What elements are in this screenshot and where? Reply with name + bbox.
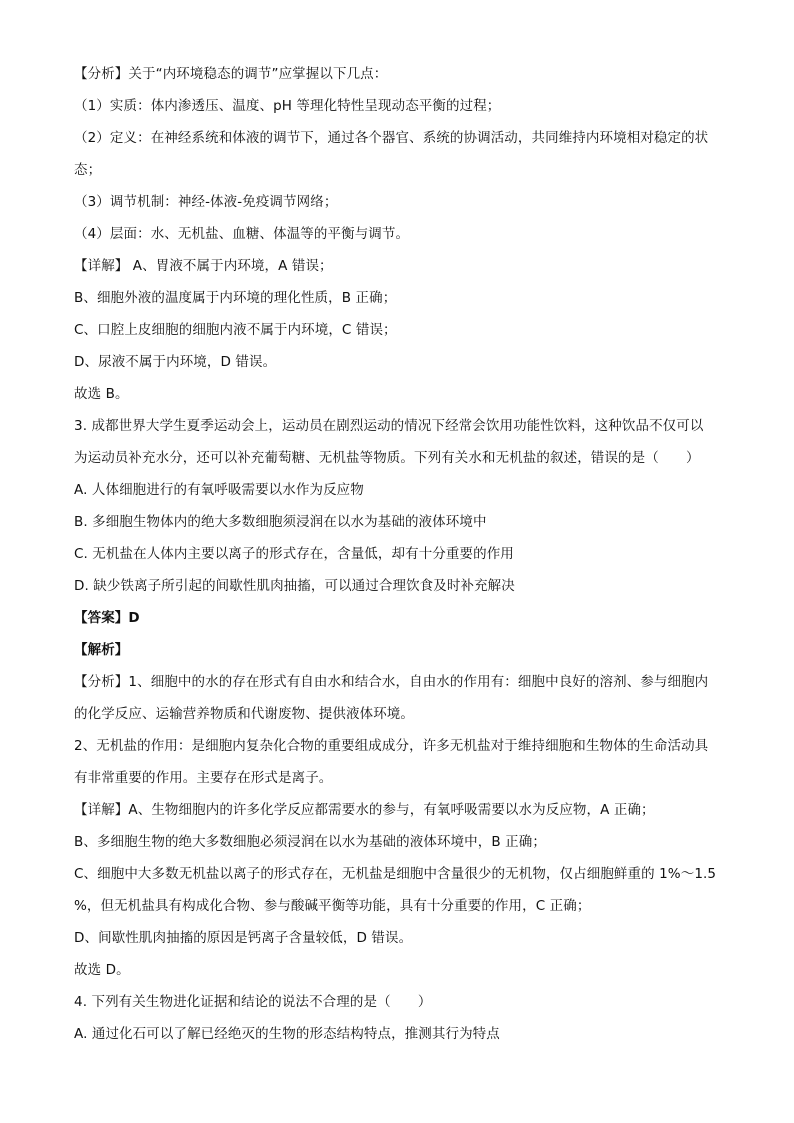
analysis-point-1: （1）实质：体内渗透压、温度、pH 等理化特性呈现动态平衡的过程； xyxy=(74,98,501,114)
analysis-point-3: （3）调节机制：神经-体液-免疫调节网络； xyxy=(74,194,338,210)
question-4-stem: 4. 下列有关生物进化证据和结论的说法不合理的是（ ） xyxy=(74,994,432,1010)
explanation-label: 【解析】 xyxy=(74,642,129,658)
answer-label: 【答案】D xyxy=(74,610,140,626)
question-3-option-a: A. 人体细胞进行的有氧呼吸需要以水作为反应物 xyxy=(74,482,364,498)
explanation-detail-b: B、多细胞生物的绝大多数细胞必须浸润在以水为基础的液体环境中，B 正确； xyxy=(74,834,546,850)
question-3-option-d: D. 缺少铁离子所引起的间歇性肌肉抽搐，可以通过合理饮食及时补充解决 xyxy=(74,578,515,594)
analysis-point-2: （2）定义：在神经系统和体液的调节下，通过各个器官、系统的协调活动，共同维持内环境相对稳定的状 xyxy=(74,130,709,146)
explanation-conclusion: 故选 D。 xyxy=(74,962,130,978)
question-3-stem: 3. 成都世界大学生夏季运动会上，运动员在剧烈运动的情况下经常会饮用功能性饮料，这种饮品不仅可以 xyxy=(74,418,704,434)
explanation-detail-c: C、细胞中大多数无机盐以离子的形式存在，无机盐是细胞中含量很少的无机物，仅占细胞鲜重的 1%～1.5 xyxy=(74,866,717,882)
conclusion: 故选 B。 xyxy=(74,386,129,402)
detail-c: C、口腔上皮细胞的细胞内液不属于内环境，C 错误； xyxy=(74,322,397,338)
detail-b: B、细胞外液的温度属于内环境的理化性质，B 正确； xyxy=(74,290,397,306)
explanation-detail-c-cont: %，但无机盐具有构成化合物、参与酸碱平衡等功能，具有十分重要的作用，C 正确； xyxy=(74,898,591,914)
question-3-option-c: C. 无机盐在人体内主要以离子的形式存在，含量低，却有十分重要的作用 xyxy=(74,546,514,562)
explanation-analysis-1: 【分析】1、细胞中的水的存在形式有自由水和结合水，自由水的作用有：细胞中良好的溶剂、参与细胞内 xyxy=(74,674,709,690)
explanation-analysis-1-cont: 的化学反应、运输营养物质和代谢废物、提供液体环境。 xyxy=(74,706,414,722)
explanation-analysis-2-cont: 有非常重要的作用。主要存在形式是离子。 xyxy=(74,770,333,786)
analysis-point-2-cont: 态； xyxy=(74,162,102,178)
question-4-option-a: A. 通过化石可以了解已经绝灭的生物的形态结构特点，推测其行为特点 xyxy=(74,1026,500,1042)
explanation-detail-d: D、间歇性肌肉抽搐的原因是钙离子含量较低，D 错误。 xyxy=(74,930,413,946)
analysis-header: 【分析】关于“内环境稳态的调节”应掌握以下几点： xyxy=(74,66,388,82)
explanation-analysis-2: 2、无机盐的作用：是细胞内复杂化合物的重要组成成分，许多无机盐对于维持细胞和生物体的生命活动具 xyxy=(74,738,709,754)
detail-d: D、尿液不属于内环境，D 错误。 xyxy=(74,354,277,370)
analysis-point-4: （4）层面：水、无机盐、血糖、体温等的平衡与调节。 xyxy=(74,226,410,242)
explanation-detail-a: 【详解】A、生物细胞内的许多化学反应都需要水的参与，有氧呼吸需要以水为反应物，A 正确； xyxy=(74,802,655,818)
question-3-option-b: B. 多细胞生物体内的绝大多数细胞须浸润在以水为基础的液体环境中 xyxy=(74,514,487,530)
question-3-stem-cont: 为运动员补充水分，还可以补充葡萄糖、无机盐等物质。下列有关水和无机盐的叙述，错误的是（ ） xyxy=(74,450,700,466)
detail-header: 【详解】 A、胃液不属于内环境，A 错误； xyxy=(74,258,333,274)
